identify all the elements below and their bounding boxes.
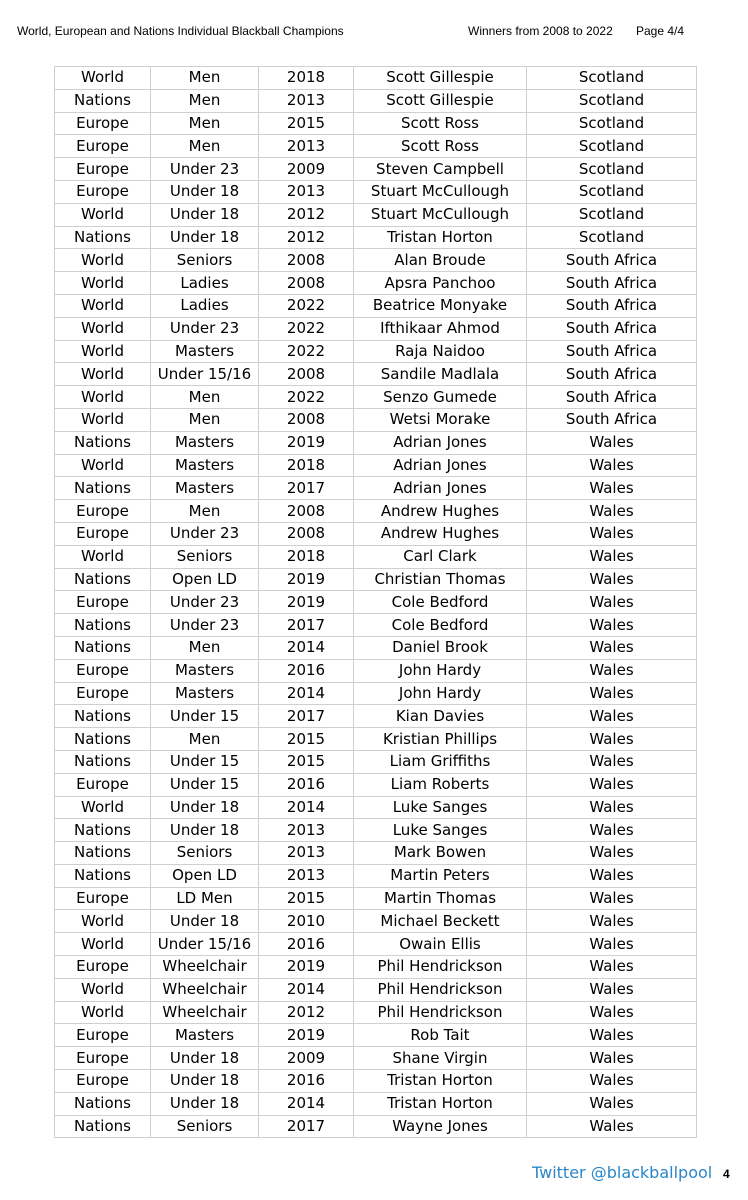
table-row xyxy=(55,249,697,272)
table-row xyxy=(55,363,697,386)
country-cell: Scotland xyxy=(527,180,697,203)
year-cell: 2018 xyxy=(259,454,354,477)
table-row xyxy=(55,614,697,637)
event-cell: Nations xyxy=(55,614,151,637)
twitter-handle[interactable]: Twitter @blackballpool xyxy=(532,1163,713,1182)
table-row xyxy=(55,112,697,135)
category-cell: Under 23 xyxy=(151,522,259,545)
year-cell: 2018 xyxy=(259,67,354,90)
table-row xyxy=(55,1092,697,1115)
year-cell: 2008 xyxy=(259,408,354,431)
event-cell: Nations xyxy=(55,431,151,454)
country-cell: Scotland xyxy=(527,89,697,112)
country-cell: Wales xyxy=(527,431,697,454)
country-cell: Wales xyxy=(527,568,697,591)
year-cell: 2019 xyxy=(259,591,354,614)
category-cell: Under 18 xyxy=(151,796,259,819)
table-row xyxy=(55,842,697,865)
year-cell: 2014 xyxy=(259,1092,354,1115)
year-cell: 2017 xyxy=(259,705,354,728)
event-cell: Europe xyxy=(55,659,151,682)
category-cell: Masters xyxy=(151,1024,259,1047)
player-cell: Tristan Horton xyxy=(354,226,527,249)
table-row xyxy=(55,956,697,979)
year-cell: 2013 xyxy=(259,135,354,158)
year-cell: 2022 xyxy=(259,340,354,363)
table-row xyxy=(55,89,697,112)
country-cell: Scotland xyxy=(527,135,697,158)
category-cell: Masters xyxy=(151,659,259,682)
year-cell: 2015 xyxy=(259,750,354,773)
table-row xyxy=(55,636,697,659)
page-number: 4 xyxy=(723,1167,730,1181)
table-row xyxy=(55,682,697,705)
event-cell: Nations xyxy=(55,568,151,591)
country-cell: Wales xyxy=(527,705,697,728)
category-cell: Under 23 xyxy=(151,158,259,181)
player-cell: Mark Bowen xyxy=(354,842,527,865)
player-cell: Michael Beckett xyxy=(354,910,527,933)
category-cell: Under 18 xyxy=(151,1070,259,1093)
table-row xyxy=(55,728,697,751)
category-cell: Seniors xyxy=(151,249,259,272)
player-cell: Phil Hendrickson xyxy=(354,978,527,1001)
year-cell: 2016 xyxy=(259,659,354,682)
year-cell: 2013 xyxy=(259,842,354,865)
country-cell: Wales xyxy=(527,1092,697,1115)
year-cell: 2016 xyxy=(259,933,354,956)
table-row xyxy=(55,705,697,728)
champions-table xyxy=(54,66,697,1138)
table-row xyxy=(55,67,697,90)
year-cell: 2017 xyxy=(259,614,354,637)
year-cell: 2012 xyxy=(259,1001,354,1024)
table-row xyxy=(55,978,697,1001)
event-cell: Europe xyxy=(55,180,151,203)
player-cell: Wayne Jones xyxy=(354,1115,527,1138)
year-cell: 2014 xyxy=(259,978,354,1001)
event-cell: Europe xyxy=(55,591,151,614)
player-cell: Adrian Jones xyxy=(354,431,527,454)
country-cell: Wales xyxy=(527,545,697,568)
player-cell: Phil Hendrickson xyxy=(354,956,527,979)
player-cell: Luke Sanges xyxy=(354,796,527,819)
event-cell: Nations xyxy=(55,226,151,249)
table-row xyxy=(55,1024,697,1047)
category-cell: Under 18 xyxy=(151,819,259,842)
event-cell: Nations xyxy=(55,89,151,112)
category-cell: Seniors xyxy=(151,1115,259,1138)
player-cell: Beatrice Monyake xyxy=(354,294,527,317)
event-cell: Nations xyxy=(55,1092,151,1115)
year-cell: 2013 xyxy=(259,180,354,203)
country-cell: Scotland xyxy=(527,158,697,181)
event-cell: World xyxy=(55,203,151,226)
event-cell: World xyxy=(55,978,151,1001)
event-cell: Europe xyxy=(55,500,151,523)
country-cell: South Africa xyxy=(527,386,697,409)
year-cell: 2017 xyxy=(259,477,354,500)
event-cell: Nations xyxy=(55,842,151,865)
table-row xyxy=(55,568,697,591)
player-cell: Stuart McCullough xyxy=(354,180,527,203)
category-cell: Under 18 xyxy=(151,1047,259,1070)
category-cell: Under 18 xyxy=(151,226,259,249)
event-cell: World xyxy=(55,317,151,340)
event-cell: World xyxy=(55,272,151,295)
year-cell: 2009 xyxy=(259,1047,354,1070)
year-cell: 2022 xyxy=(259,317,354,340)
table-row xyxy=(55,659,697,682)
table-row xyxy=(55,180,697,203)
country-cell: Wales xyxy=(527,659,697,682)
category-cell: Under 18 xyxy=(151,910,259,933)
category-cell: Men xyxy=(151,386,259,409)
player-cell: Owain Ellis xyxy=(354,933,527,956)
country-cell: Wales xyxy=(527,1001,697,1024)
category-cell: Men xyxy=(151,135,259,158)
year-cell: 2008 xyxy=(259,249,354,272)
year-cell: 2012 xyxy=(259,226,354,249)
event-cell: Europe xyxy=(55,135,151,158)
category-cell: Men xyxy=(151,500,259,523)
category-cell: Masters xyxy=(151,477,259,500)
year-cell: 2012 xyxy=(259,203,354,226)
player-cell: Kristian Phillips xyxy=(354,728,527,751)
category-cell: Under 15/16 xyxy=(151,933,259,956)
player-cell: Scott Ross xyxy=(354,135,527,158)
year-cell: 2016 xyxy=(259,773,354,796)
category-cell: Under 15/16 xyxy=(151,363,259,386)
event-cell: Nations xyxy=(55,477,151,500)
year-cell: 2008 xyxy=(259,500,354,523)
event-cell: Nations xyxy=(55,728,151,751)
player-cell: Scott Gillespie xyxy=(354,89,527,112)
player-cell: Scott Gillespie xyxy=(354,67,527,90)
player-cell: Apsra Panchoo xyxy=(354,272,527,295)
category-cell: Masters xyxy=(151,454,259,477)
event-cell: World xyxy=(55,933,151,956)
player-cell: Andrew Hughes xyxy=(354,500,527,523)
table-row xyxy=(55,773,697,796)
country-cell: Wales xyxy=(527,750,697,773)
event-cell: Europe xyxy=(55,773,151,796)
year-cell: 2018 xyxy=(259,545,354,568)
country-cell: Scotland xyxy=(527,67,697,90)
country-cell: Wales xyxy=(527,887,697,910)
country-cell: South Africa xyxy=(527,272,697,295)
category-cell: Wheelchair xyxy=(151,956,259,979)
event-cell: Nations xyxy=(55,705,151,728)
country-cell: Wales xyxy=(527,614,697,637)
event-cell: Europe xyxy=(55,887,151,910)
player-cell: Scott Ross xyxy=(354,112,527,135)
country-cell: South Africa xyxy=(527,340,697,363)
player-cell: Daniel Brook xyxy=(354,636,527,659)
country-cell: Wales xyxy=(527,500,697,523)
category-cell: Masters xyxy=(151,340,259,363)
category-cell: Wheelchair xyxy=(151,1001,259,1024)
event-cell: World xyxy=(55,294,151,317)
player-cell: Carl Clark xyxy=(354,545,527,568)
year-cell: 2009 xyxy=(259,158,354,181)
player-cell: Wetsi Morake xyxy=(354,408,527,431)
year-cell: 2022 xyxy=(259,294,354,317)
country-cell: Scotland xyxy=(527,112,697,135)
country-cell: Wales xyxy=(527,773,697,796)
event-cell: Europe xyxy=(55,522,151,545)
table-row xyxy=(55,500,697,523)
category-cell: Open LD xyxy=(151,864,259,887)
country-cell: Wales xyxy=(527,933,697,956)
country-cell: Wales xyxy=(527,1115,697,1138)
category-cell: Under 18 xyxy=(151,1092,259,1115)
player-cell: Cole Bedford xyxy=(354,614,527,637)
year-cell: 2014 xyxy=(259,682,354,705)
player-cell: Raja Naidoo xyxy=(354,340,527,363)
table-row xyxy=(55,431,697,454)
country-cell: Wales xyxy=(527,819,697,842)
category-cell: Men xyxy=(151,636,259,659)
year-cell: 2014 xyxy=(259,796,354,819)
event-cell: Europe xyxy=(55,158,151,181)
year-cell: 2013 xyxy=(259,819,354,842)
table-row xyxy=(55,317,697,340)
country-cell: Wales xyxy=(527,864,697,887)
event-cell: World xyxy=(55,454,151,477)
table-row xyxy=(55,386,697,409)
event-cell: World xyxy=(55,796,151,819)
player-cell: Rob Tait xyxy=(354,1024,527,1047)
champions-table-body xyxy=(55,67,697,1138)
event-cell: World xyxy=(55,340,151,363)
player-cell: Stuart McCullough xyxy=(354,203,527,226)
country-cell: Wales xyxy=(527,591,697,614)
category-cell: LD Men xyxy=(151,887,259,910)
table-row xyxy=(55,340,697,363)
player-cell: Tristan Horton xyxy=(354,1070,527,1093)
event-cell: Nations xyxy=(55,1115,151,1138)
table-row xyxy=(55,1070,697,1093)
year-cell: 2015 xyxy=(259,887,354,910)
country-cell: Wales xyxy=(527,522,697,545)
category-cell: Under 15 xyxy=(151,705,259,728)
event-cell: Europe xyxy=(55,682,151,705)
country-cell: Wales xyxy=(527,682,697,705)
country-cell: Scotland xyxy=(527,203,697,226)
country-cell: Wales xyxy=(527,978,697,1001)
country-cell: South Africa xyxy=(527,294,697,317)
event-cell: World xyxy=(55,363,151,386)
category-cell: Men xyxy=(151,408,259,431)
country-cell: Wales xyxy=(527,1070,697,1093)
player-cell: Adrian Jones xyxy=(354,477,527,500)
player-cell: John Hardy xyxy=(354,682,527,705)
table-row xyxy=(55,887,697,910)
category-cell: Under 23 xyxy=(151,614,259,637)
player-cell: Phil Hendrickson xyxy=(354,1001,527,1024)
table-row xyxy=(55,819,697,842)
year-cell: 2019 xyxy=(259,431,354,454)
year-cell: 2010 xyxy=(259,910,354,933)
year-cell: 2013 xyxy=(259,89,354,112)
country-cell: South Africa xyxy=(527,408,697,431)
event-cell: Europe xyxy=(55,1070,151,1093)
player-cell: Kian Davies xyxy=(354,705,527,728)
event-cell: Europe xyxy=(55,1024,151,1047)
event-cell: Europe xyxy=(55,956,151,979)
country-cell: Wales xyxy=(527,796,697,819)
year-cell: 2014 xyxy=(259,636,354,659)
country-cell: Wales xyxy=(527,477,697,500)
event-cell: Nations xyxy=(55,750,151,773)
table-row xyxy=(55,226,697,249)
event-cell: World xyxy=(55,1001,151,1024)
table-row xyxy=(55,796,697,819)
country-cell: Wales xyxy=(527,842,697,865)
category-cell: Seniors xyxy=(151,842,259,865)
player-cell: John Hardy xyxy=(354,659,527,682)
event-cell: Europe xyxy=(55,112,151,135)
player-cell: Christian Thomas xyxy=(354,568,527,591)
table-row xyxy=(55,1001,697,1024)
category-cell: Men xyxy=(151,112,259,135)
player-cell: Ifthikaar Ahmod xyxy=(354,317,527,340)
event-cell: World xyxy=(55,910,151,933)
player-cell: Martin Peters xyxy=(354,864,527,887)
table-row xyxy=(55,158,697,181)
year-cell: 2019 xyxy=(259,568,354,591)
table-row xyxy=(55,750,697,773)
year-cell: 2019 xyxy=(259,1024,354,1047)
year-cell: 2008 xyxy=(259,363,354,386)
player-cell: Cole Bedford xyxy=(354,591,527,614)
event-cell: World xyxy=(55,249,151,272)
event-cell: World xyxy=(55,545,151,568)
player-cell: Steven Campbell xyxy=(354,158,527,181)
event-cell: Nations xyxy=(55,864,151,887)
event-cell: World xyxy=(55,386,151,409)
table-row xyxy=(55,477,697,500)
country-cell: Wales xyxy=(527,1047,697,1070)
category-cell: Under 15 xyxy=(151,773,259,796)
category-cell: Masters xyxy=(151,682,259,705)
player-cell: Sandile Madlala xyxy=(354,363,527,386)
category-cell: Men xyxy=(151,67,259,90)
table-row xyxy=(55,454,697,477)
country-cell: South Africa xyxy=(527,363,697,386)
table-row xyxy=(55,522,697,545)
category-cell: Men xyxy=(151,89,259,112)
category-cell: Under 15 xyxy=(151,750,259,773)
event-cell: Nations xyxy=(55,819,151,842)
event-cell: Nations xyxy=(55,636,151,659)
country-cell: Wales xyxy=(527,956,697,979)
year-cell: 2008 xyxy=(259,522,354,545)
category-cell: Under 18 xyxy=(151,203,259,226)
table-row xyxy=(55,864,697,887)
table-row xyxy=(55,408,697,431)
table-row xyxy=(55,1047,697,1070)
year-cell: 2013 xyxy=(259,864,354,887)
country-cell: Wales xyxy=(527,1024,697,1047)
country-cell: Scotland xyxy=(527,226,697,249)
table-row xyxy=(55,135,697,158)
page-indicator: Page 4/4 xyxy=(636,24,685,38)
event-cell: World xyxy=(55,408,151,431)
table-row xyxy=(55,272,697,295)
table-row xyxy=(55,1115,697,1138)
category-cell: Open LD xyxy=(151,568,259,591)
table-row xyxy=(55,933,697,956)
date-range: Winners from 2008 to 2022 xyxy=(468,24,613,38)
category-cell: Under 18 xyxy=(151,180,259,203)
player-cell: Shane Virgin xyxy=(354,1047,527,1070)
year-cell: 2022 xyxy=(259,386,354,409)
year-cell: 2008 xyxy=(259,272,354,295)
year-cell: 2015 xyxy=(259,728,354,751)
category-cell: Wheelchair xyxy=(151,978,259,1001)
player-cell: Senzo Gumede xyxy=(354,386,527,409)
year-cell: 2016 xyxy=(259,1070,354,1093)
country-cell: Wales xyxy=(527,910,697,933)
country-cell: South Africa xyxy=(527,317,697,340)
event-cell: Europe xyxy=(55,1047,151,1070)
country-cell: Wales xyxy=(527,454,697,477)
table-row xyxy=(55,591,697,614)
player-cell: Liam Roberts xyxy=(354,773,527,796)
table-row xyxy=(55,294,697,317)
document-title: World, European and Nations Individual Blackball Champions xyxy=(17,24,344,38)
category-cell: Under 23 xyxy=(151,317,259,340)
player-cell: Liam Griffiths xyxy=(354,750,527,773)
table-row xyxy=(55,545,697,568)
player-cell: Andrew Hughes xyxy=(354,522,527,545)
country-cell: Wales xyxy=(527,728,697,751)
table-row xyxy=(55,910,697,933)
year-cell: 2015 xyxy=(259,112,354,135)
table-row xyxy=(55,203,697,226)
category-cell: Men xyxy=(151,728,259,751)
category-cell: Ladies xyxy=(151,294,259,317)
country-cell: Wales xyxy=(527,636,697,659)
player-cell: Alan Broude xyxy=(354,249,527,272)
player-cell: Adrian Jones xyxy=(354,454,527,477)
country-cell: South Africa xyxy=(527,249,697,272)
category-cell: Masters xyxy=(151,431,259,454)
year-cell: 2019 xyxy=(259,956,354,979)
player-cell: Martin Thomas xyxy=(354,887,527,910)
category-cell: Seniors xyxy=(151,545,259,568)
category-cell: Ladies xyxy=(151,272,259,295)
year-cell: 2017 xyxy=(259,1115,354,1138)
event-cell: World xyxy=(55,67,151,90)
category-cell: Under 23 xyxy=(151,591,259,614)
player-cell: Luke Sanges xyxy=(354,819,527,842)
player-cell: Tristan Horton xyxy=(354,1092,527,1115)
